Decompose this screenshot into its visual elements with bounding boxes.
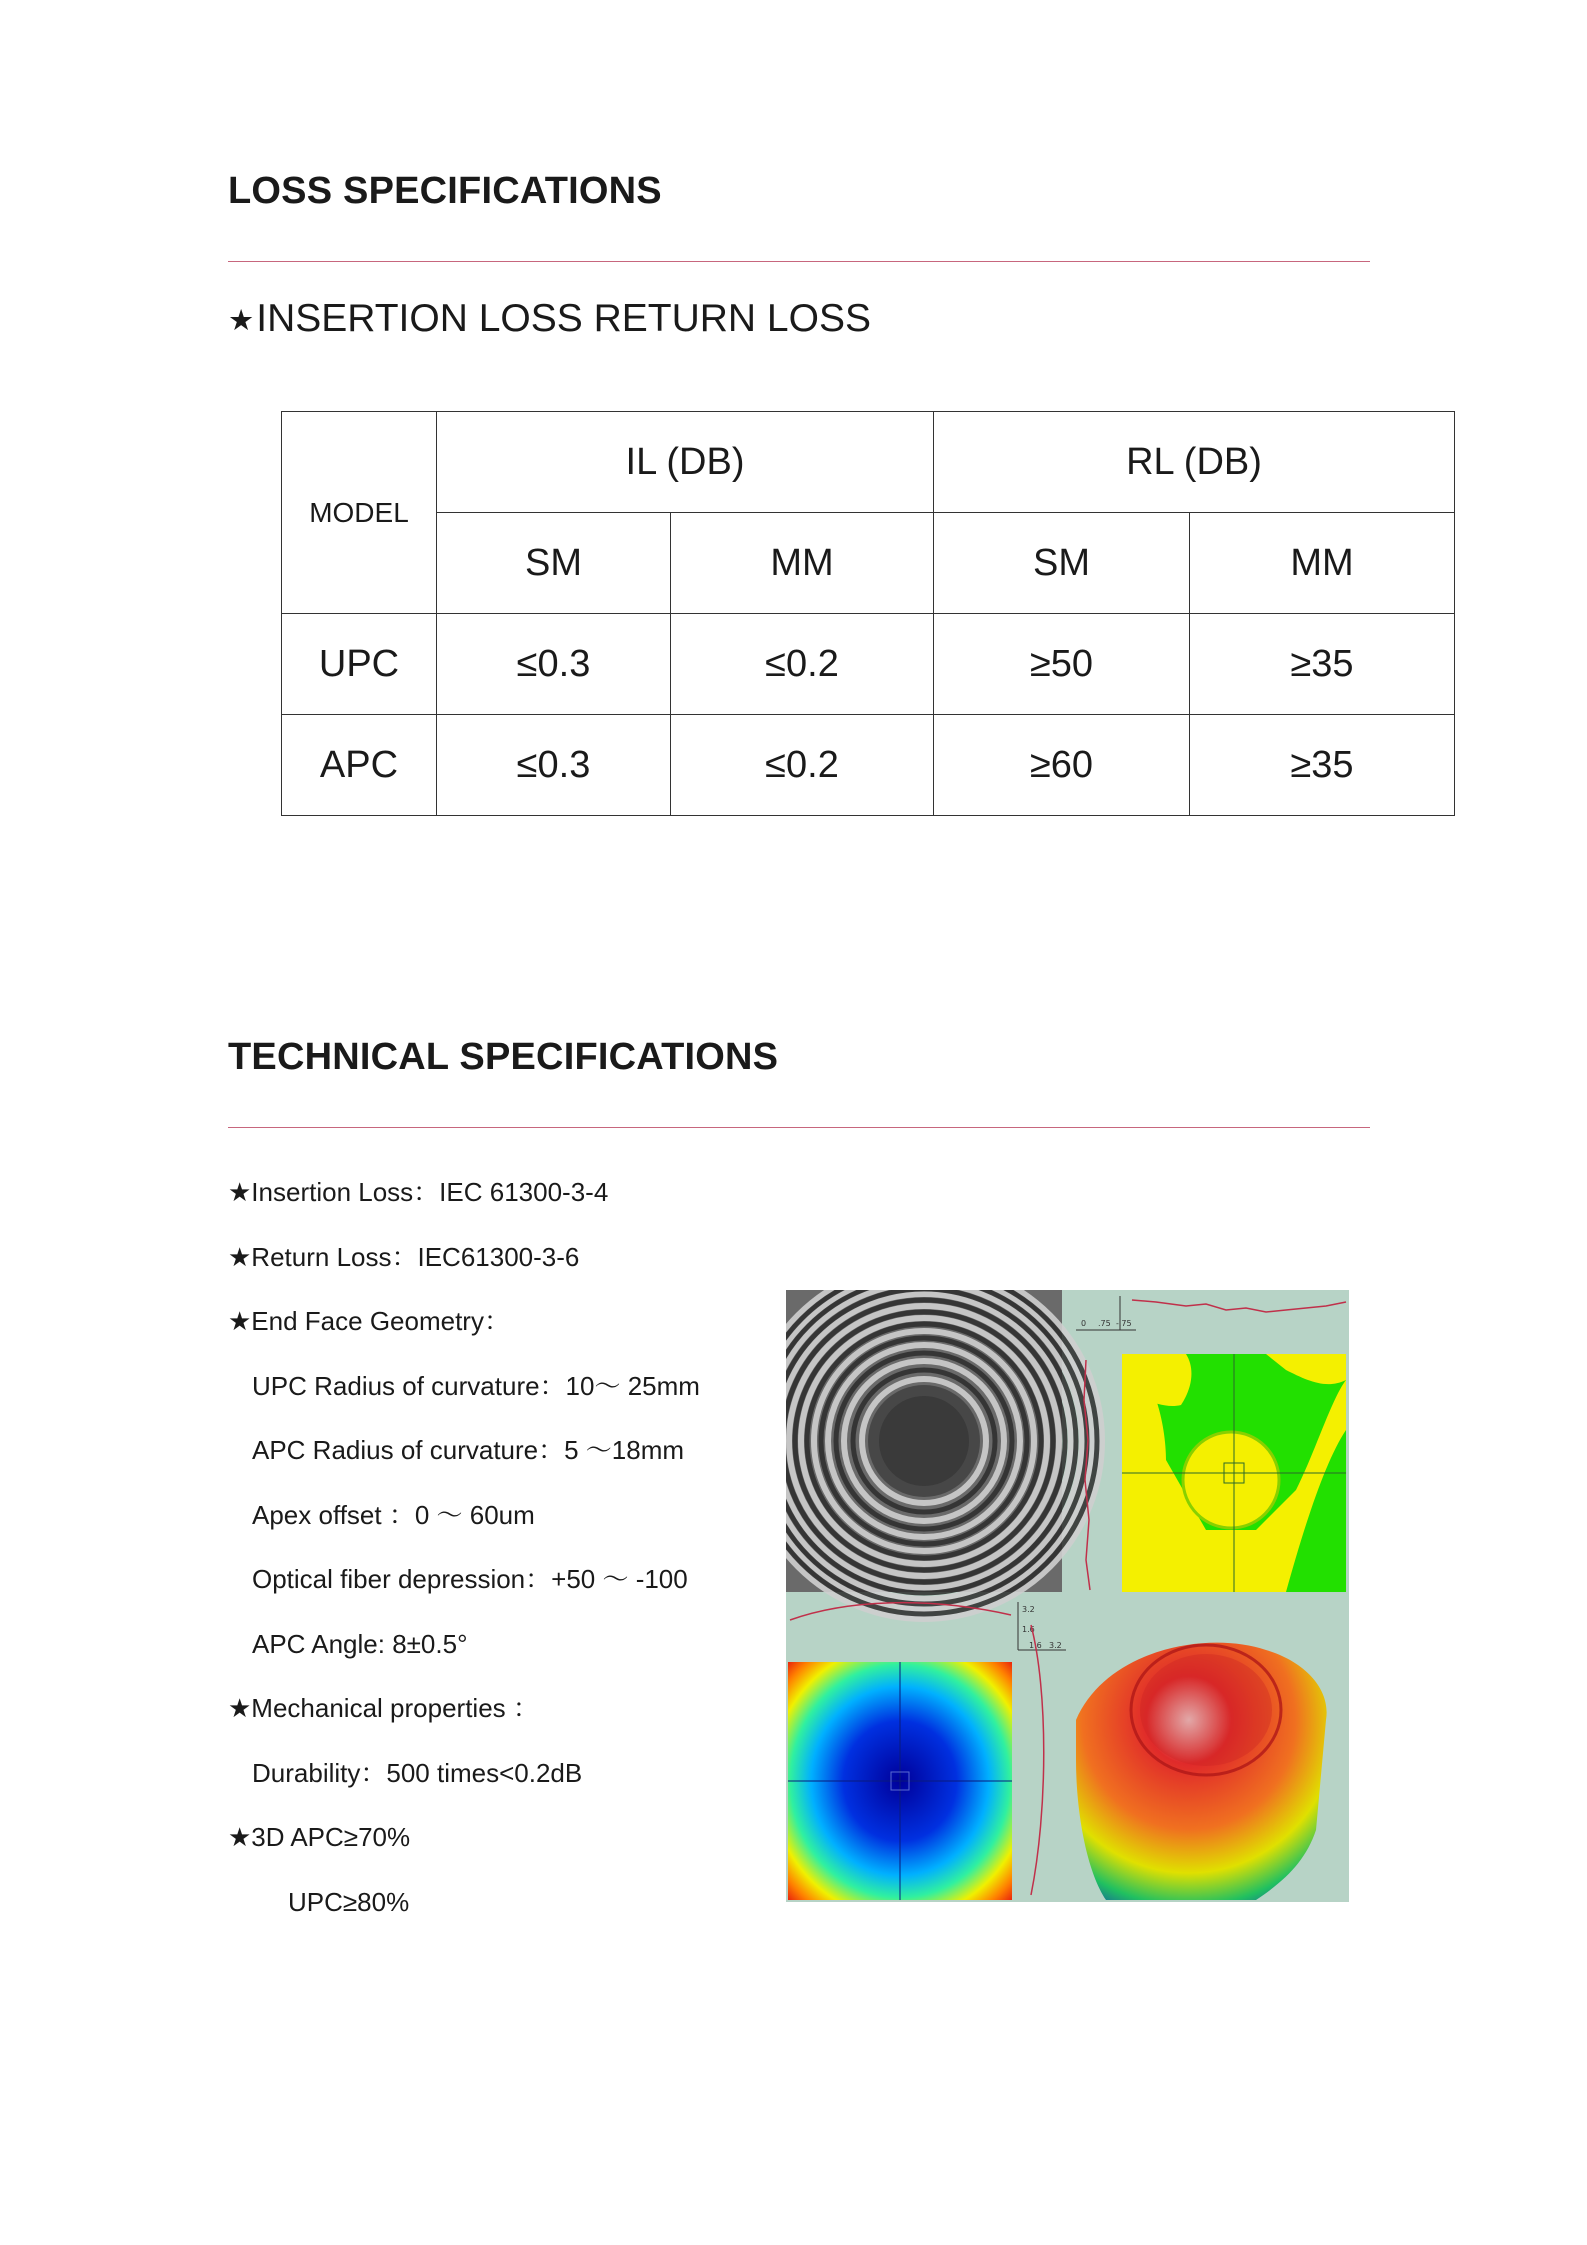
il-header: IL (DB)	[437, 412, 934, 513]
spec-return-loss: ★Return Loss：IEC61300-3-6	[228, 1241, 580, 1272]
row-il-sm: ≤0.3	[437, 715, 671, 816]
row-rl-sm: ≥60	[934, 715, 1190, 816]
profile-arc-right	[1031, 1625, 1044, 1895]
spec-apex-offset: Apex offset ：0 ～ 60um	[252, 1499, 535, 1530]
spec-mechanical: ★Mechanical properties ：	[228, 1693, 539, 1723]
il-sm-header: SM	[437, 513, 671, 614]
loss-table	[281, 411, 1455, 816]
spec-fiber-depression: Optical fiber depression：+50 ～ -100	[252, 1564, 688, 1594]
scale-mid-3: 3.2	[1049, 1641, 1062, 1650]
model-header: MODEL	[282, 412, 437, 614]
scale-top-2: -.75	[1116, 1319, 1132, 1328]
scale-mid-2: 1.6	[1029, 1641, 1042, 1650]
row-model: UPC	[282, 614, 437, 715]
row-il-mm: ≤0.2	[671, 715, 934, 816]
spec-3d-apc: ★3D APC≥70%	[228, 1822, 411, 1852]
spec-list	[228, 1168, 700, 1942]
row-il-mm: ≤0.2	[671, 614, 934, 715]
spec-durability: Durability：500 times<0.2dB	[252, 1757, 583, 1788]
end-face-geometry-figure	[786, 1290, 1349, 1902]
scale-mid-0: 3.2	[1022, 1605, 1035, 1614]
section-divider	[228, 261, 1370, 262]
il-mm-header: MM	[671, 513, 934, 614]
star-icon: ★	[228, 304, 255, 337]
table-row	[282, 614, 1455, 715]
loss-specifications-title: LOSS SPECIFICATIONS	[228, 170, 662, 212]
spec-end-face-geometry: ★End Face Geometry：	[228, 1306, 510, 1336]
scale-top-0: 0	[1081, 1319, 1087, 1328]
row-rl-mm: ≥35	[1190, 614, 1455, 715]
spec-apc-radius: APC Radius of curvature：5 ～18mm	[252, 1435, 685, 1465]
spec-insertion-loss: ★Insertion Loss：IEC 61300-3-4	[228, 1177, 609, 1207]
row-rl-sm: ≥50	[934, 614, 1190, 715]
spec-3d-upc: UPC≥80%	[288, 1886, 410, 1917]
profile-top	[1132, 1300, 1346, 1312]
row-il-sm: ≤0.3	[437, 614, 671, 715]
spec-upc-radius: UPC Radius of curvature：10～ 25mm	[252, 1370, 700, 1401]
scale-top-1: .75	[1098, 1319, 1111, 1328]
loss-subtitle-text: INSERTION LOSS RETURN LOSS	[256, 297, 871, 340]
rl-sm-header: SM	[934, 513, 1190, 614]
rl-header: RL (DB)	[934, 412, 1455, 513]
row-model: APC	[282, 715, 437, 816]
row-rl-mm: ≥35	[1190, 715, 1455, 816]
rl-mm-header: MM	[1190, 513, 1455, 614]
table-row	[282, 715, 1455, 816]
technical-specifications-title: TECHNICAL SPECIFICATIONS	[228, 1036, 779, 1078]
section-divider	[228, 1127, 1370, 1128]
loss-subtitle	[228, 297, 871, 341]
scale-mid-1: 1.6	[1022, 1625, 1035, 1634]
spec-apc-angle: APC Angle: 8±0.5°	[252, 1628, 468, 1659]
